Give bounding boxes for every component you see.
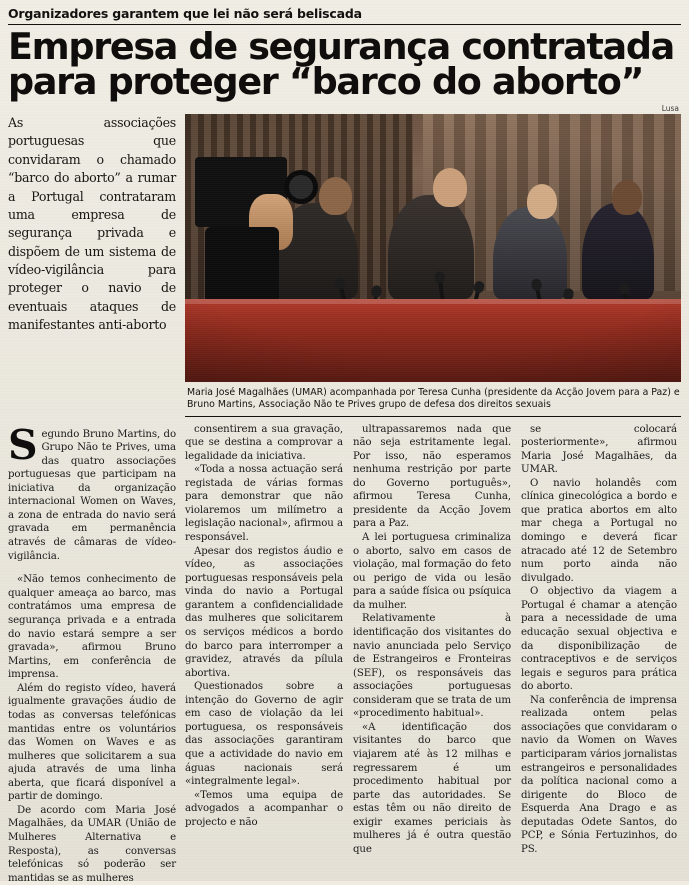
- paragraph: ultrapassaremos nada que não seja estritamente legal. Por isso, não esperamos nenhuma restrição por parte do Governo português», afirmou Teresa Cunha, presidente da Acção Jovem para a Paz.: [353, 423, 511, 532]
- headline-line-1: Empresa de segurança contratada: [8, 25, 674, 68]
- paragraph: «A identificação dos visitantes do barco que viajarem até às 12 milhas e regressarem é um procedimento habitual por parte das autoridades. Se estas têm ou não direito de exigir exames periciais às mulheres já é outra questão que: [353, 721, 511, 857]
- paragraph: O objectivo da viagem a Portugal é chamar a atenção para a necessidade de uma educação sexual objectiva e da disponibilização de contraceptivos e de serviços legais e seguros para prática do aborto.: [521, 585, 677, 694]
- paragraph: A lei portuguesa criminaliza o aborto, salvo em casos de violação, mal formação do feto ou perigo de vida ou lesão para a saúde física ou psíquica da mulher.: [353, 531, 511, 612]
- drop-cap: S: [8, 428, 42, 462]
- lead-column: [8, 114, 176, 335]
- paragraph: O navio holandês com clínica ginecológica a bordo e que pratica abortos em alto mar chega a Portugal no domingo e deverá ficar atracado até 12 de Setembro num porto ainda não divulgado.: [521, 477, 677, 586]
- kicker-bar: [8, 6, 681, 25]
- body-columns-2-4: [185, 421, 677, 857]
- photo-grain: [185, 114, 681, 382]
- press-conference-photo: [185, 114, 681, 382]
- paragraph: consentirem a sua gravação, que se destina a comprovar a legalidade da iniciativa.: [185, 423, 343, 464]
- page-title: [8, 29, 681, 99]
- photo-credit: Lusa: [8, 104, 681, 113]
- headline-line-2: para proteger “barco do aborto”: [8, 64, 681, 99]
- paragraph: Apesar dos registos áudio e vídeo, as associações portuguesas responsáveis pela vinda do navio a Portugal garantem a confidencialidade das mulheres que solicitarem os serviços médicos a bordo do barco para interromper a gravidez, através da pílula abortiva.: [185, 545, 343, 681]
- paragraph: Na conferência de imprensa realizada ontem pelas associações que convidaram o navio da Women on Waves participaram vários jornalistas estrangeiros e personalidades da política nacional como a dirigente do Bloco de Esquerda Ana Drago e as deputadas Odete Santos, do PCP, e Sónia Fertuzinhos, do PS.: [521, 694, 677, 857]
- paragraph: De acordo com Maria José Magalhães, da UMAR (União de Mulheres Alternativa e Resposta), as conversas telefónicas só poderão ser mantidas se as mulheres: [8, 804, 176, 885]
- lead-and-photo-block: [8, 114, 681, 420]
- body-column-4: [521, 423, 677, 857]
- first-paragraph-text: egundo Bruno Martins, do Grupo Não te Prives, uma das quatro associações portuguesas que participam na iniciativa da organização internacional Women on Waves, a zona de entrada do navio será gravada em permanência através de câmaras de vídeo-vigilância.: [8, 429, 176, 562]
- lead-paragraph: As associações portuguesas que convidaram o chamado “barco do aborto” a rumar a Portugal contrataram uma empresa de segurança privada e dispõem de um sistema de vídeo-vigilância para proteger o navio de eventuais ataques de manifestantes anti-aborto: [8, 114, 176, 335]
- kicker-text: Organizadores garantem que lei não será beliscada: [8, 6, 681, 21]
- photo-column: [185, 114, 681, 420]
- first-paragraph: [8, 428, 176, 564]
- paragraph: «Temos uma equipa de advogados a acompanhar o projecto e não: [185, 789, 343, 830]
- photo-caption: Maria José Magalhães (UMAR) acompanhada por Teresa Cunha (presidente da Acção Jovem para a Paz) e Bruno Martins, Associação Não te Prives grupo de defesa dos direitos sexuais: [185, 382, 681, 416]
- paragraph: «Não temos conhecimento de qualquer ameaça ao barco, mas contratámos uma empresa de segurança privada e a entrada do navio estará sempre a ser gravada», afirmou Bruno Martins, em conferência de imprensa.: [8, 573, 176, 682]
- body-column-2: [185, 423, 343, 857]
- body-column-1: [8, 421, 176, 885]
- body-text-block: [8, 421, 681, 885]
- paragraph: «Toda a nossa actuação será registada de várias formas para demonstrar que não violaremos um milímetro a legislação nacional», afirmou a responsável.: [185, 463, 343, 544]
- paragraph: se colocará posteriormente», afirmou Maria José Magalhães, da UMAR.: [521, 423, 677, 477]
- body-column-3: [353, 423, 511, 857]
- paragraph: Questionados sobre a intenção do Governo de agir em caso de violação da lei portuguesa, os responsáveis das associações garantiram que a actividade do navio em águas nacionais será «integralmente legal».: [185, 680, 343, 789]
- paragraph: Além do registo vídeo, haverá igualmente gravações áudio de todas as conversas telefónicas mantidas entre os voluntários das Women on Waves e as mulheres que solicitarem a sua ajuda através de uma linha aberta, que ficará disponível a partir de domingo.: [8, 682, 176, 804]
- paragraph: Relativamente à identificação dos visitantes do navio anunciada pelo Serviço de Estrangeiros e Fronteiras (SEF), os responsáveis das associações portuguesas consideram que se trata de um «procedimento habitual».: [353, 612, 511, 721]
